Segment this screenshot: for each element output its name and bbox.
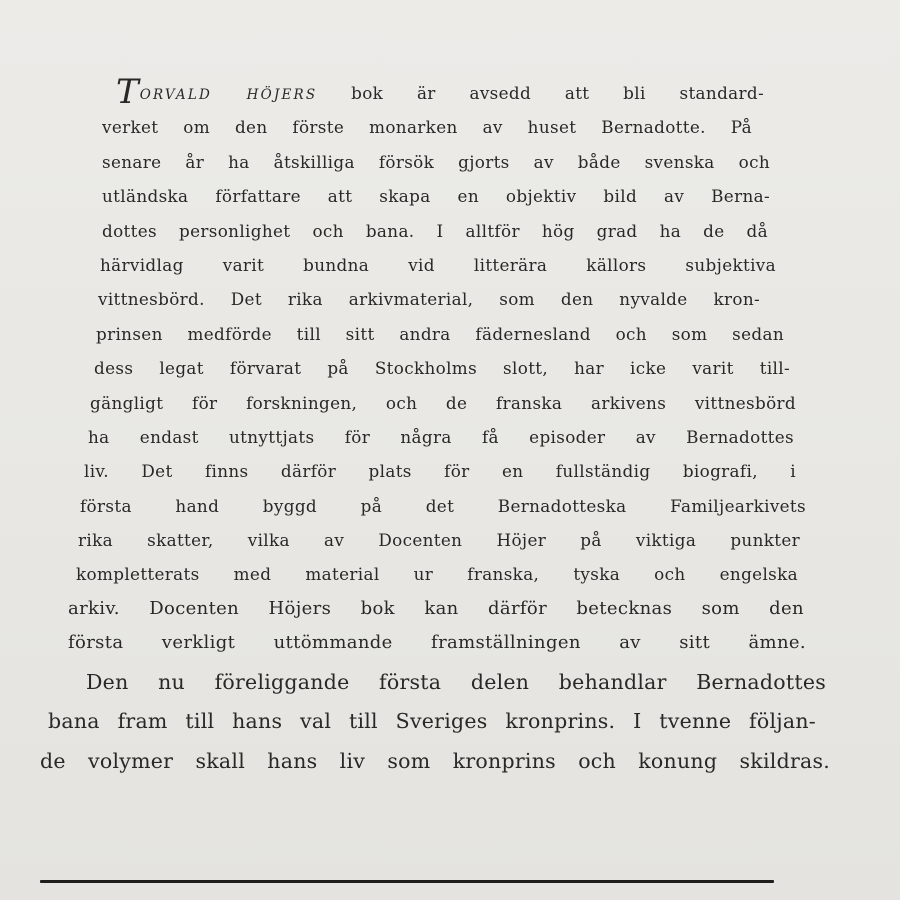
- text-line: dottes personlighet och bana. I alltför hög grad ha de då: [102, 220, 768, 241]
- text-line: gängligt för forskningen, och de franska arkivens vittnesbörd: [90, 392, 796, 413]
- text-line: verket om den förste monarken av huset Bernadotte. På: [102, 117, 752, 138]
- paragraph-2: [40, 663, 830, 782]
- text-line: senare år ha åtskilliga försök gjorts av både svenska och: [102, 151, 770, 172]
- text-line: dess legat förvarat på Stockholms slott, har icke varit till-: [94, 358, 790, 379]
- text-line: kompletterats med material ur franska, tyska och engelska: [76, 564, 798, 585]
- paragraph-1: [60, 72, 806, 661]
- text-line: rika skatter, vilka av Docenten Höjer på viktiga punkter: [78, 530, 800, 551]
- text-line: TORVALD HÖJERS bok är avsedd att bli standard-: [116, 72, 764, 112]
- text-line: de volymer skall hans liv som kronprins och konung skildras.: [40, 748, 830, 773]
- blurb-text: [40, 72, 830, 781]
- horizontal-rule: [40, 880, 774, 883]
- text-line: första verkligt uttömmande framställningen av sitt ämne.: [68, 632, 806, 654]
- text-line: vittnesbörd. Det rika arkivmaterial, som den nyvalde kron-: [98, 289, 760, 310]
- text-line: bana fram till hans val till Sveriges kronprins. I tvenne följan-: [48, 709, 816, 734]
- author-name-small-caps: ORVALD HÖJERS: [139, 87, 318, 103]
- text-line: arkiv. Docenten Höjers bok kan därför betecknas som den: [68, 597, 804, 619]
- text-line: utländska författare att skapa en objektiv bild av Berna-: [102, 186, 770, 207]
- text-line: prinsen medförde till sitt andra fädernesland och som sedan: [96, 323, 784, 344]
- drop-initial: T: [116, 72, 139, 112]
- text-line: första hand byggd på det Bernadotteska Familjearkivets: [80, 495, 806, 516]
- text-line: härvidlag varit bundna vid litterära källors subjektiva: [100, 254, 776, 275]
- text-line: liv. Det finns därför plats för en fullständig biografi, i: [84, 461, 796, 482]
- text-line: ha endast utnyttjats för några få episoder av Bernadottes: [88, 426, 794, 447]
- text-line: Den nu föreliggande första delen behandlar Bernadottes: [86, 669, 826, 694]
